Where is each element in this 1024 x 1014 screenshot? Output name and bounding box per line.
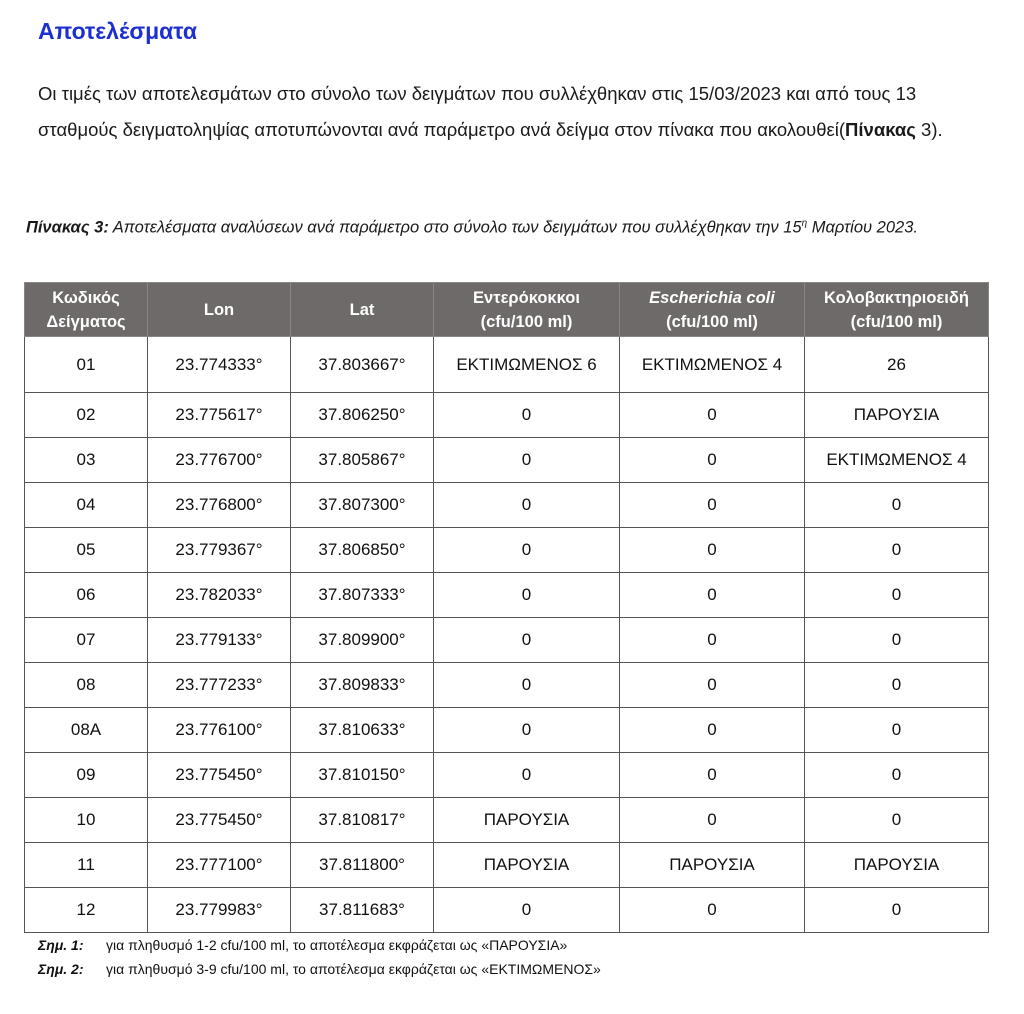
table-row <box>25 573 989 618</box>
intro-text: Οι τιμές των αποτελεσμάτων στο σύνολο των δειγμάτων που συλλέχθηκαν στις 15/03/2023 και από τους 13 σταθμούς δειγματοληψίας αποτυπώνονται ανά παράμετρο ανά δείγμα στον πίνακα που ακολουθεί( <box>38 83 917 140</box>
cell-sample-code: 04 <box>25 483 148 528</box>
cell-lat: 37.811800° <box>291 843 434 888</box>
cell-lat: 37.806850° <box>291 528 434 573</box>
cell-enterococci: 0 <box>434 438 620 483</box>
cell-enterococci: ΠΑΡΟΥΣΙΑ <box>434 798 620 843</box>
cell-ecoli: 0 <box>620 888 805 933</box>
cell-enterococci: 0 <box>434 483 620 528</box>
cell-enterococci: 0 <box>434 753 620 798</box>
table-row <box>25 708 989 753</box>
cell-lon: 23.777100° <box>148 843 291 888</box>
intro-paragraph <box>38 76 988 148</box>
table-row <box>25 393 989 438</box>
header-ecoli: Escherichia coli (cfu/100 ml) <box>620 283 805 337</box>
header-sample-code: Κωδικός Δείγματος <box>25 283 148 337</box>
note-2: Σημ. 2: για πληθυσμό 3-9 cfu/100 ml, το αποτέλεσμα εκφράζεται ως «ΕΚΤΙΜΩΜΕΝΟΣ» <box>38 961 601 977</box>
cell-lat: 37.809833° <box>291 663 434 708</box>
cell-enterococci: ΠΑΡΟΥΣΙΑ <box>434 843 620 888</box>
cell-coliforms: 0 <box>805 618 989 663</box>
cell-lon: 23.775450° <box>148 753 291 798</box>
cell-enterococci: 0 <box>434 528 620 573</box>
cell-lon: 23.775617° <box>148 393 291 438</box>
cell-ecoli: 0 <box>620 438 805 483</box>
cell-sample-code: 05 <box>25 528 148 573</box>
cell-coliforms: 0 <box>805 573 989 618</box>
cell-ecoli: ΕΚΤΙΜΩΜΕΝΟΣ 4 <box>620 337 805 393</box>
cell-coliforms: 0 <box>805 888 989 933</box>
header-coliforms: Κολοβακτηριοειδή (cfu/100 ml) <box>805 283 989 337</box>
cell-coliforms: 0 <box>805 798 989 843</box>
results-table <box>24 282 989 933</box>
cell-ecoli: 0 <box>620 663 805 708</box>
cell-lat: 37.809900° <box>291 618 434 663</box>
intro-table-ref: Πίνακας <box>845 119 916 140</box>
cell-enterococci: 0 <box>434 393 620 438</box>
header-lat: Lat <box>291 283 434 337</box>
header-lon: Lon <box>148 283 291 337</box>
cell-lat: 37.803667° <box>291 337 434 393</box>
table-notes <box>38 933 601 981</box>
cell-coliforms: ΠΑΡΟΥΣΙΑ <box>805 393 989 438</box>
table-row <box>25 663 989 708</box>
cell-lat: 37.810633° <box>291 708 434 753</box>
cell-enterococci: ΕΚΤΙΜΩΜΕΝΟΣ 6 <box>434 337 620 393</box>
cell-enterococci: 0 <box>434 708 620 753</box>
section-heading: Αποτελέσματα <box>38 18 198 44</box>
cell-sample-code: 01 <box>25 337 148 393</box>
cell-lon: 23.782033° <box>148 573 291 618</box>
cell-lat: 37.805867° <box>291 438 434 483</box>
table-row <box>25 483 989 528</box>
cell-coliforms: 0 <box>805 753 989 798</box>
table-row <box>25 618 989 663</box>
cell-coliforms: 0 <box>805 483 989 528</box>
cell-lat: 37.810817° <box>291 798 434 843</box>
header-enterococci: Εντερόκοκκοι (cfu/100 ml) <box>434 283 620 337</box>
table-row <box>25 843 989 888</box>
cell-sample-code: 03 <box>25 438 148 483</box>
table-row <box>25 528 989 573</box>
cell-enterococci: 0 <box>434 663 620 708</box>
cell-coliforms: ΕΚΤΙΜΩΜΕΝΟΣ 4 <box>805 438 989 483</box>
cell-lon: 23.776700° <box>148 438 291 483</box>
table-header-row <box>25 283 989 337</box>
cell-coliforms: 26 <box>805 337 989 393</box>
cell-sample-code: 09 <box>25 753 148 798</box>
cell-sample-code: 02 <box>25 393 148 438</box>
cell-lon: 23.779133° <box>148 618 291 663</box>
table-row <box>25 753 989 798</box>
cell-enterococci: 0 <box>434 888 620 933</box>
cell-enterococci: 0 <box>434 573 620 618</box>
cell-lon: 23.779983° <box>148 888 291 933</box>
cell-lat: 37.807333° <box>291 573 434 618</box>
table-row <box>25 438 989 483</box>
cell-sample-code: 12 <box>25 888 148 933</box>
caption-tail: Μαρτίου 2023. <box>807 218 918 237</box>
table-row <box>25 337 989 393</box>
cell-sample-code: 11 <box>25 843 148 888</box>
table-row <box>25 888 989 933</box>
caption-sup: η <box>801 218 808 229</box>
cell-coliforms: 0 <box>805 663 989 708</box>
cell-lon: 23.776800° <box>148 483 291 528</box>
table-caption <box>26 211 986 241</box>
cell-lat: 37.811683° <box>291 888 434 933</box>
cell-sample-code: 08A <box>25 708 148 753</box>
intro-tail: 3). <box>915 119 943 140</box>
cell-ecoli: 0 <box>620 483 805 528</box>
cell-lon: 23.775450° <box>148 798 291 843</box>
caption-label: Πίνακας 3: <box>26 218 109 237</box>
cell-lon: 23.776100° <box>148 708 291 753</box>
cell-sample-code: 07 <box>25 618 148 663</box>
cell-lat: 37.807300° <box>291 483 434 528</box>
note-1: Σημ. 1: για πληθυσμό 1-2 cfu/100 ml, το αποτέλεσμα εκφράζεται ως «ΠΑΡΟΥΣΙΑ» <box>38 937 568 953</box>
cell-ecoli: 0 <box>620 753 805 798</box>
cell-lon: 23.777233° <box>148 663 291 708</box>
cell-enterococci: 0 <box>434 618 620 663</box>
cell-ecoli: 0 <box>620 798 805 843</box>
cell-sample-code: 06 <box>25 573 148 618</box>
cell-ecoli: 0 <box>620 573 805 618</box>
cell-coliforms: ΠΑΡΟΥΣΙΑ <box>805 843 989 888</box>
cell-ecoli: 0 <box>620 528 805 573</box>
cell-ecoli: 0 <box>620 393 805 438</box>
cell-coliforms: 0 <box>805 708 989 753</box>
cell-lat: 37.810150° <box>291 753 434 798</box>
cell-lat: 37.806250° <box>291 393 434 438</box>
cell-lon: 23.774333° <box>148 337 291 393</box>
caption-text: Αποτελέσματα αναλύσεων ανά παράμετρο στο σύνολο των δειγμάτων που συλλέχθηκαν την 15 <box>108 218 802 237</box>
cell-ecoli: 0 <box>620 618 805 663</box>
cell-coliforms: 0 <box>805 528 989 573</box>
cell-sample-code: 10 <box>25 798 148 843</box>
cell-sample-code: 08 <box>25 663 148 708</box>
cell-ecoli: 0 <box>620 708 805 753</box>
table-row <box>25 798 989 843</box>
cell-lon: 23.779367° <box>148 528 291 573</box>
cell-ecoli: ΠΑΡΟΥΣΙΑ <box>620 843 805 888</box>
